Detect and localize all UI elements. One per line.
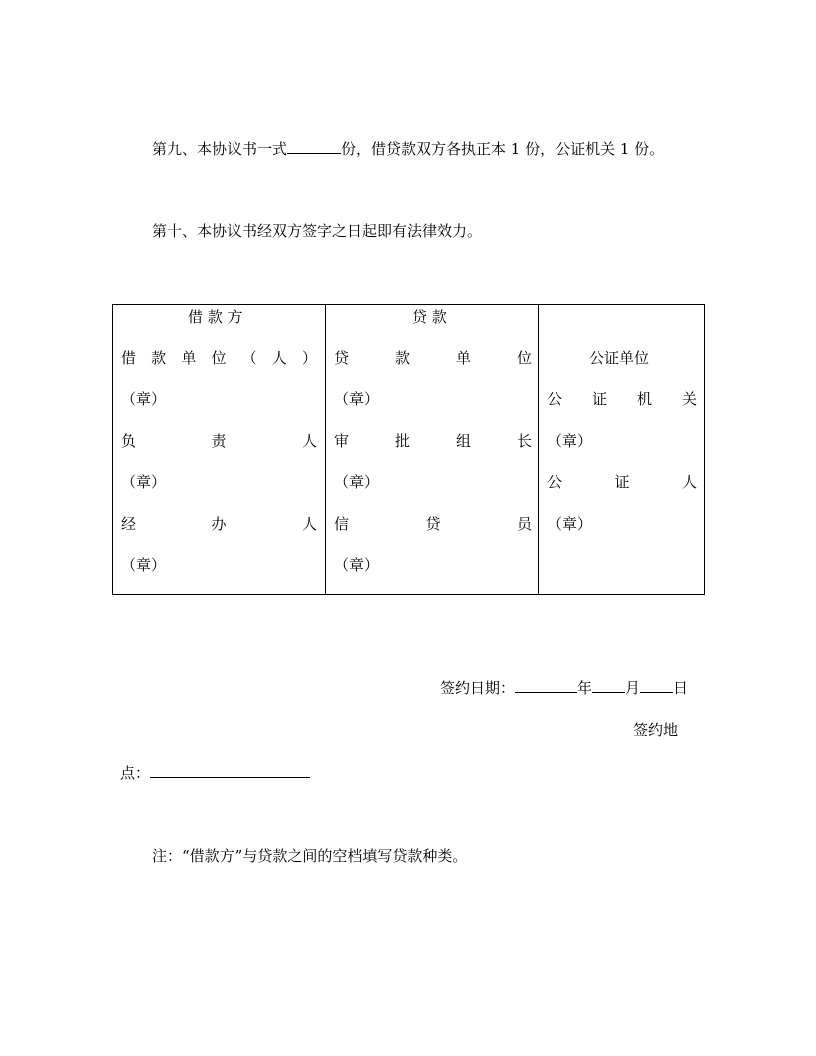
note: 注：“借款方”与贷款之间的空档填写贷款种类。 (152, 847, 468, 865)
notary-header: 公证单位 (589, 349, 650, 367)
signing-place (120, 763, 310, 783)
signing-place-label-a: 签约地 (633, 721, 679, 739)
month-blank[interactable] (592, 678, 625, 693)
borrower-handler-stamp: （章） (121, 556, 167, 574)
clause-9-suffix: 份，借贷款双方各执正本 1 份，公证机关 1 份。 (341, 140, 665, 158)
clause-10: 第十、本协议书经双方签字之日起即有法律效力。 (152, 222, 483, 240)
notary-authority-stamp: （章） (547, 432, 593, 450)
borrower-column (113, 305, 326, 595)
lender-officer-row: 信 贷 员 (334, 515, 532, 533)
clause-9-prefix: 第九、本协议书一式 (152, 140, 288, 158)
lender-unit-stamp: （章） (334, 390, 380, 408)
borrower-unit-stamp: （章） (121, 390, 167, 408)
signature-table (112, 304, 705, 595)
lender-officer-stamp: （章） (334, 556, 380, 574)
lender-unit-row: 贷 款 单 位 (334, 349, 532, 367)
borrower-principal-stamp: （章） (121, 473, 167, 491)
notary-person-row: 公 证 人 (547, 473, 697, 491)
lender-header: 贷 款 (412, 308, 447, 326)
lender-column (326, 305, 539, 595)
notary-column (539, 305, 705, 595)
signing-place-label-b: 点： (120, 764, 151, 782)
day-label: 日 (673, 679, 689, 697)
clause-9 (152, 139, 664, 159)
borrower-handler-row: 经 办 人 (121, 515, 317, 533)
signing-date-label: 签约日期： (440, 679, 516, 697)
copies-blank[interactable] (287, 139, 341, 154)
lender-approver-row: 审 批 组 长 (334, 432, 532, 450)
year-label: 年 (577, 679, 593, 697)
lender-approver-stamp: （章） (334, 473, 380, 491)
borrower-header: 借 款 方 (188, 308, 243, 326)
notary-person-stamp: （章） (547, 515, 593, 533)
borrower-unit-row: 借 款 单 位 （ 人 ） (121, 349, 317, 367)
year-blank[interactable] (515, 678, 577, 693)
signing-date (440, 678, 688, 698)
place-blank[interactable] (150, 763, 310, 778)
day-blank[interactable] (640, 678, 673, 693)
borrower-principal-row: 负 责 人 (121, 432, 317, 450)
notary-authority-row: 公 证 机 关 (547, 390, 697, 408)
month-label: 月 (625, 679, 641, 697)
